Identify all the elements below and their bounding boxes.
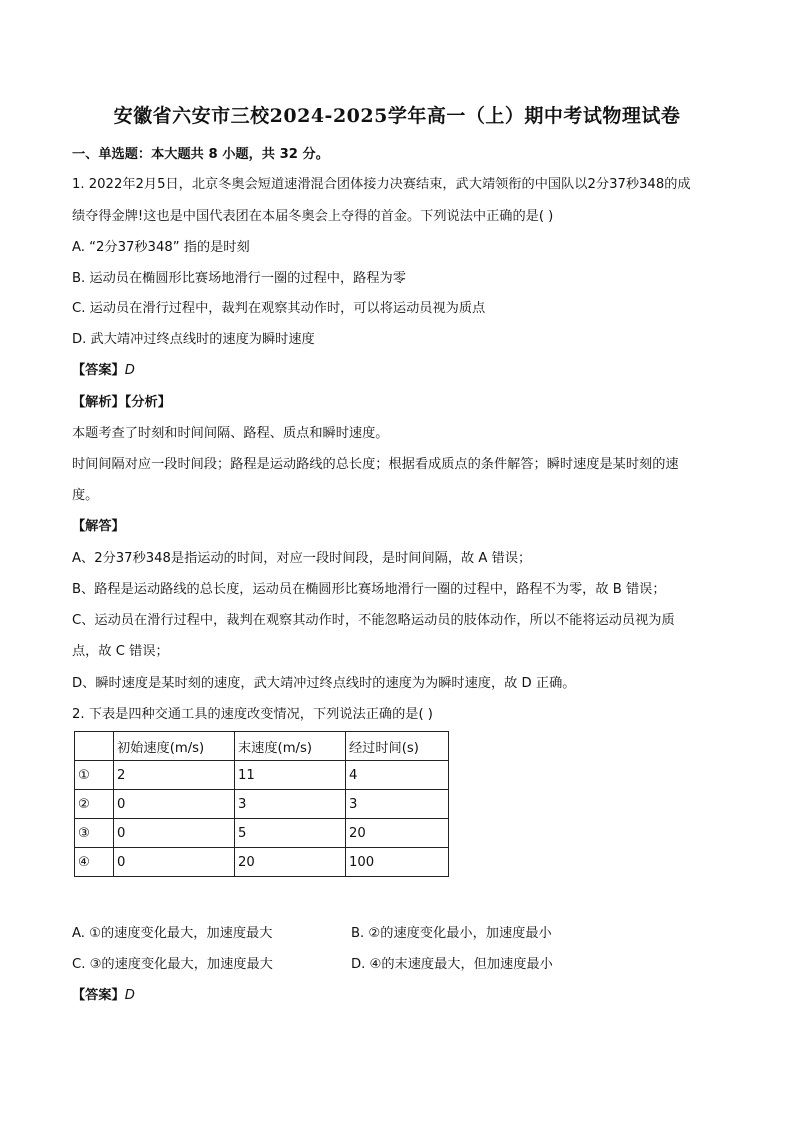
q1-option-b: B. 运动员在椭圆形比赛场地滑行一圈的过程中，路程为零 bbox=[72, 271, 406, 286]
table-cell: 0 bbox=[114, 848, 235, 877]
speed-change-table bbox=[74, 731, 449, 877]
q2-answer bbox=[72, 987, 722, 1005]
table-cell: ③ bbox=[75, 819, 114, 848]
q1-option-d: D. 武大靖冲过终点线时的速度为瞬时速度 bbox=[72, 332, 315, 347]
table-cell: ① bbox=[75, 761, 114, 790]
q1-analysis-line-2: 时间间隔对应一段时间段；路程是运动路线的总长度；根据看成质点的条件解答；瞬时速度是某时刻的速 bbox=[72, 457, 679, 472]
q1-answer bbox=[72, 362, 722, 380]
table-header-cell: 经过时间(s) bbox=[346, 732, 449, 761]
table-cell: 20 bbox=[235, 848, 346, 877]
q2-answer-label: 【答案】 bbox=[72, 988, 125, 1003]
q2-option-a: A. ①的速度变化最大，加速度最大 bbox=[72, 926, 273, 941]
q1-solution-c-line-2: 点，故 C 错误； bbox=[72, 644, 169, 659]
q1-option-c: C. 运动员在滑行过程中，裁判在观察其动作时，可以将运动员视为质点 bbox=[72, 301, 486, 316]
q2-option-b: B. ②的速度变化最小，加速度最小 bbox=[351, 926, 552, 941]
table-header-cell bbox=[75, 732, 114, 761]
section-heading: 一、单选题：本大题共 8 小题，共 32 分。 bbox=[72, 147, 329, 162]
table-cell: 3 bbox=[346, 790, 449, 819]
table-cell: 0 bbox=[114, 819, 235, 848]
table-cell: 2 bbox=[114, 761, 235, 790]
table-row bbox=[75, 790, 449, 819]
q1-answer-label: 【答案】 bbox=[72, 363, 125, 378]
table-header-row bbox=[75, 732, 449, 761]
table-row bbox=[75, 761, 449, 790]
q2-answer-value: D bbox=[124, 988, 135, 1003]
table-cell: 5 bbox=[235, 819, 346, 848]
table-row bbox=[75, 819, 449, 848]
table-cell: 100 bbox=[346, 848, 449, 877]
q1-answer-value: D bbox=[124, 363, 135, 378]
q1-solution-c-line-1: C、运动员在滑行过程中，裁判在观察其动作时，不能忽略运动员的肢体动作，所以不能将运动员视为质 bbox=[72, 613, 675, 628]
table-header-cell: 末速度(m/s) bbox=[235, 732, 346, 761]
q2-option-c: C. ③的速度变化最大，加速度最大 bbox=[72, 957, 273, 972]
table-cell: 4 bbox=[346, 761, 449, 790]
table-cell: ② bbox=[75, 790, 114, 819]
q1-solution-a: A、2分37秒348是指运动的时间，对应一段时间段，是时间间隔，故 A 错误； bbox=[72, 551, 532, 566]
table-cell: 20 bbox=[346, 819, 449, 848]
table-cell: 3 bbox=[235, 790, 346, 819]
table-cell: 11 bbox=[235, 761, 346, 790]
q1-solution-d: D、瞬时速度是某时刻的速度，武大靖冲过终点线时的速度为为瞬时速度，故 D 正确。 bbox=[72, 676, 576, 691]
table-cell: 0 bbox=[114, 790, 235, 819]
q1-solution-b: B、路程是运动路线的总长度，运动员在椭圆形比赛场地滑行一圈的过程中，路程不为零，故 B 错误； bbox=[72, 582, 666, 597]
q1-option-a: A. “2分37秒348” 指的是时刻 bbox=[72, 240, 250, 255]
q1-stem-line-2: 绩夺得金牌!这也是中国代表团在本届冬奥会上夺得的首金。下列说法中正确的是( ) bbox=[72, 209, 554, 224]
q1-analysis-line-1: 本题考查了时刻和时间间隔、路程、质点和瞬时速度。 bbox=[72, 426, 389, 441]
table-row bbox=[75, 848, 449, 877]
q2-stem: 2. 下表是四种交通工具的速度改变情况，下列说法正确的是( ) bbox=[72, 707, 433, 722]
page-title: 安徽省六安市三校2024-2025学年高一（上）期中考试物理试卷 bbox=[113, 105, 681, 127]
q1-stem-line-1: 1. 2022年2月5日，北京冬奥会短道速滑混合团体接力决赛结束，武大靖领衔的中国队以2分37秒348的成 bbox=[72, 177, 691, 192]
table-cell: ④ bbox=[75, 848, 114, 877]
table-header-cell: 初始速度(m/s) bbox=[114, 732, 235, 761]
q1-solution-label: 【解答】 bbox=[72, 519, 125, 534]
q2-option-d: D. ④的末速度最大，但加速度最小 bbox=[351, 957, 553, 972]
q1-analysis-label: 【解析】【分析】 bbox=[72, 395, 171, 410]
q1-analysis-line-3: 度。 bbox=[72, 488, 99, 503]
